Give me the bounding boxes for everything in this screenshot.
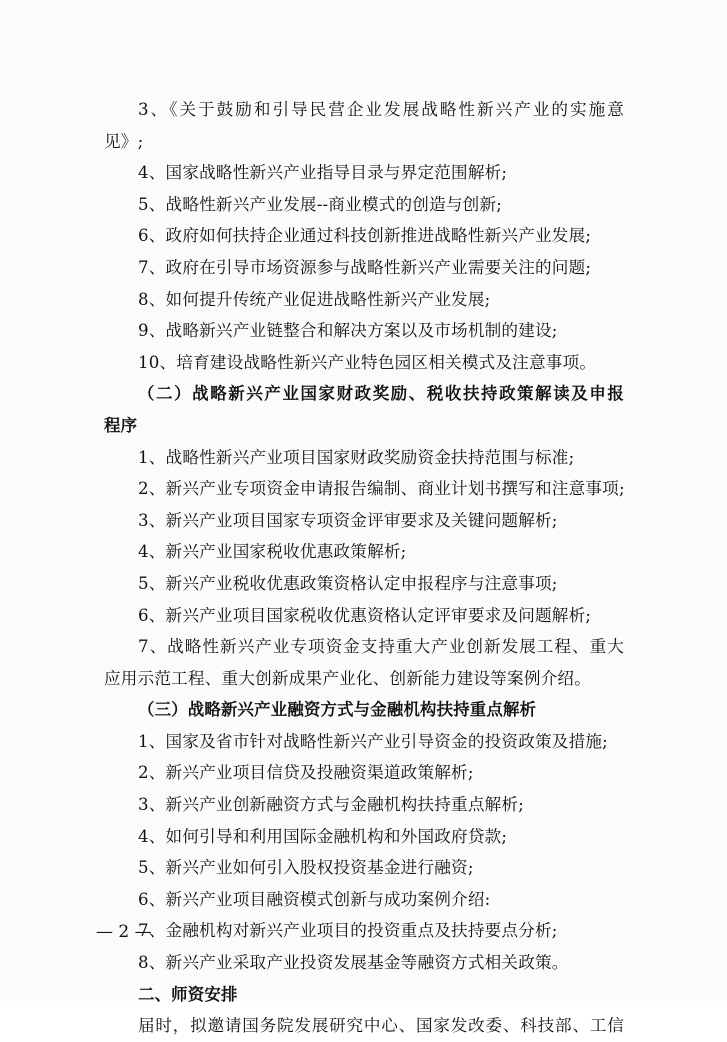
section-heading: （二）战略新兴产业国家财政奖励、税收扶持政策解读及申报 bbox=[138, 384, 624, 404]
list-item: 8、新兴产业采取产业投资发展基金等融资方式相关政策。 bbox=[138, 953, 569, 973]
paragraph-line: 届时，拟邀请国务院发展研究中心、国家发改委、科技部、工信 bbox=[138, 1016, 624, 1036]
list-item: 3、《关于鼓励和引导民营企业发展战略性新兴产业的实施意 bbox=[138, 100, 624, 119]
list-item: 7、战略性新兴产业专项资金支持重大产业创新发展工程、重大 bbox=[138, 637, 624, 657]
document-body bbox=[104, 94, 624, 1042]
list-item: 6、新兴产业项目国家税收优惠资格认定评审要求及问题解析; bbox=[138, 605, 592, 625]
list-item: 7、政府在引导市场资源参与战略性新兴产业需要关注的问题; bbox=[138, 257, 592, 277]
section-heading: （三）战略新兴产业融资方式与金融机构扶持重点解析 bbox=[138, 700, 537, 720]
page-number: — 2 — bbox=[96, 922, 152, 942]
list-item-continuation: 见》; bbox=[104, 131, 144, 151]
section-heading: 二、师资安排 bbox=[138, 984, 238, 1004]
list-item: 6、政府如何扶持企业通过科技创新推进战略性新兴产业发展; bbox=[138, 226, 592, 246]
list-item: 6、新兴产业项目融资模式创新与成功案例介绍: bbox=[138, 889, 491, 909]
list-item: 10、培育建设战略性新兴产业特色园区相关模式及注意事项。 bbox=[138, 352, 597, 372]
list-item: 1、国家及省市针对战略性新兴产业引导资金的投资政策及措施; bbox=[138, 731, 608, 751]
list-item-continuation: 应用示范工程、重大创新成果产业化、创新能力建设等案例介绍。 bbox=[104, 668, 592, 688]
list-item: 2、新兴产业专项资金申请报告编制、商业计划书撰写和注意事项; bbox=[138, 479, 625, 499]
list-item: 5、战略性新兴产业发展--商业模式的创造与创新; bbox=[138, 194, 503, 214]
list-item: 5、新兴产业如何引入股权投资基金进行融资; bbox=[138, 858, 474, 878]
list-item: 5、新兴产业税收优惠政策资格认定申报程序与注意事项; bbox=[138, 573, 558, 593]
list-item: 3、新兴产业创新融资方式与金融机构扶持重点解析; bbox=[138, 795, 525, 815]
list-item: 4、国家战略性新兴产业指导目录与界定范围解析; bbox=[138, 163, 508, 183]
list-item: 8、如何提升传统产业促进战略性新兴产业发展; bbox=[138, 289, 491, 309]
list-item: 2、新兴产业项目信贷及投融资渠道政策解析; bbox=[138, 763, 474, 783]
list-item: 4、如何引导和利用国际金融机构和外国政府贷款; bbox=[138, 826, 508, 846]
section-heading-continuation: 程序 bbox=[104, 415, 138, 435]
list-item: 1、战略性新兴产业项目国家财政奖励资金扶持范围与标准; bbox=[138, 447, 575, 467]
list-item: 4、新兴产业国家税收优惠政策解析; bbox=[138, 542, 407, 562]
list-item: 9、战略新兴产业链整合和解决方案以及市场机制的建设; bbox=[138, 321, 558, 341]
list-item: 3、新兴产业项目国家专项资金评审要求及关键问题解析; bbox=[138, 510, 558, 530]
list-item: 7、金融机构对新兴产业项目的投资重点及扶持要点分析; bbox=[138, 921, 558, 941]
